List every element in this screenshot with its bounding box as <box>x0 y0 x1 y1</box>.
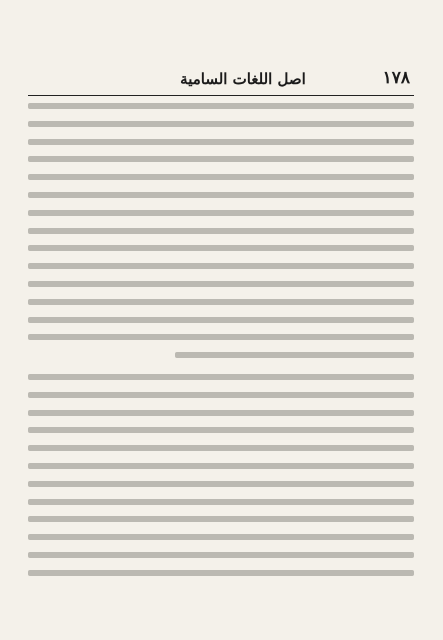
text-line <box>28 317 414 323</box>
text-line <box>28 263 414 269</box>
page-number: ١٧٨ <box>382 68 410 88</box>
text-line <box>28 445 414 451</box>
text-line <box>28 552 414 558</box>
body-text-block <box>28 103 414 613</box>
running-head: اصل اللغات السامية <box>180 70 306 88</box>
text-line <box>28 228 414 234</box>
text-line <box>28 334 414 340</box>
text-line <box>28 156 414 162</box>
text-line <box>28 121 414 127</box>
text-line <box>28 103 414 109</box>
text-line <box>28 410 414 416</box>
text-line <box>28 516 414 522</box>
text-line <box>28 174 414 180</box>
text-line <box>28 210 414 216</box>
text-line <box>28 427 414 433</box>
text-line <box>28 281 414 287</box>
text-line <box>28 499 414 505</box>
page-header <box>28 68 414 94</box>
header-rule <box>28 95 414 96</box>
text-line <box>28 481 414 487</box>
text-line <box>28 139 414 145</box>
text-line <box>28 192 414 198</box>
text-line <box>28 374 414 380</box>
text-line <box>28 463 414 469</box>
text-line <box>28 392 414 398</box>
text-line <box>28 299 414 305</box>
text-line <box>175 352 414 358</box>
text-line <box>28 245 414 251</box>
text-line <box>28 570 414 576</box>
text-line <box>28 534 414 540</box>
